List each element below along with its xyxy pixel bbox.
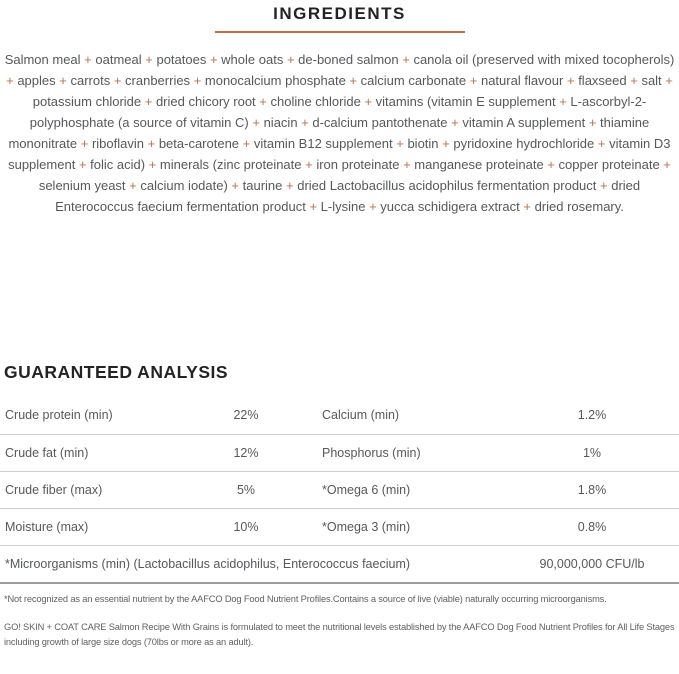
plus-separator: +	[392, 136, 408, 151]
plus-separator: +	[466, 73, 481, 88]
nutrient-label: Phosphorus (min)	[307, 434, 505, 471]
plus-separator: +	[360, 94, 376, 109]
plus-separator: +	[125, 178, 141, 193]
plus-separator: +	[563, 73, 579, 88]
plus-separator: +	[6, 73, 18, 88]
plus-separator: +	[227, 178, 243, 193]
nutrient-label: *Omega 3 (min)	[307, 508, 505, 545]
ingredients-paragraph: Salmon meal + oatmeal + potatoes + whole oats + de-boned salmon + canola oil (preserved with mixed tocopherols) + apples + carrots + cranberries + monocalcium phosphate + calcium carbonate + natural flavour + flaxseed + salt + potassium chloride + dried chicory root + choline chloride + vitamins (vitamin E supplement + L-ascorbyl-2-polyphosphate (a source of vitamin C) + niacin + d-calcium pantothenate + vitamin A supplement + thiamine mononitrate + riboflavin + beta-carotene + vitamin B12 supplement + biotin + pyridoxine hydrochloride + vitamin D3 supplement + folic acid) + minerals (zinc proteinate + iron proteinate + manganese proteinate + copper proteinate + selenium yeast + calcium iodate) + taurine + dried Lactobacillus acidophilus fermentation product + dried Enterococcus faecium fermentation product + L-lysine + yucca schidigera extract + dried rosemary.	[4, 52, 675, 214]
formulation-note: GO! SKIN + COAT CARE Salmon Recipe With Grains is formulated to meet the nutritional levels established by the AAFCO Dog Food Nutrient Profiles for All Life Stages including growth of large size dogs (70lbs or more as an adult).	[4, 622, 675, 647]
plus-separator: +	[398, 52, 414, 67]
plus-separator: +	[543, 157, 559, 172]
nutrient-value: 0.8%	[505, 508, 679, 545]
analysis-table	[0, 397, 679, 584]
microorganisms-value: 90,000,000 CFU/lb	[505, 545, 679, 583]
plus-separator: +	[248, 115, 264, 130]
nutrient-label: Crude protein (min)	[0, 397, 185, 434]
ingredients-title: INGREDIENTS	[273, 4, 406, 23]
guaranteed-analysis-title: GUARANTEED ANALYSIS	[4, 362, 229, 382]
nutrient-label: Crude fat (min)	[0, 434, 185, 471]
plus-separator: +	[282, 178, 298, 193]
plus-separator: +	[519, 199, 535, 214]
plus-separator: +	[661, 73, 673, 88]
plus-separator: +	[141, 52, 157, 67]
plus-separator: +	[190, 73, 205, 88]
nutrient-value: 1.8%	[505, 471, 679, 508]
plus-separator: +	[110, 73, 126, 88]
plus-separator: +	[447, 115, 463, 130]
ingredients-section	[0, 0, 679, 217]
plus-separator: +	[55, 73, 71, 88]
nutrient-label: Crude fiber (max)	[0, 471, 185, 508]
plus-separator: +	[399, 157, 415, 172]
plus-separator: +	[77, 136, 92, 151]
analysis-row	[0, 397, 679, 434]
nutrient-label: Moisture (max)	[0, 508, 185, 545]
microorganisms-label: *Microorganisms (min) (Lactobacillus acidophilus, Enterococcus faecium)	[0, 545, 505, 583]
plus-separator: +	[594, 136, 610, 151]
nutrient-value: 1%	[505, 434, 679, 471]
plus-separator: +	[239, 136, 254, 151]
analysis-row	[0, 434, 679, 471]
plus-separator: +	[626, 73, 642, 88]
plus-separator: +	[206, 52, 222, 67]
nutrient-value: 10%	[185, 508, 307, 545]
plus-separator: +	[143, 136, 159, 151]
plus-separator: +	[145, 157, 160, 172]
plus-separator: +	[305, 199, 321, 214]
plus-separator: +	[345, 73, 361, 88]
analysis-table-body	[0, 397, 679, 545]
nutrient-value: 22%	[185, 397, 307, 434]
nutrient-value: 12%	[185, 434, 307, 471]
plus-separator: +	[255, 94, 271, 109]
plus-separator: +	[596, 178, 612, 193]
plus-separator: +	[585, 115, 601, 130]
ingredients-underline	[215, 31, 465, 33]
analysis-row	[0, 471, 679, 508]
plus-separator: +	[555, 94, 571, 109]
plus-separator: +	[80, 52, 96, 67]
plus-separator: +	[301, 157, 317, 172]
plus-separator: +	[297, 115, 313, 130]
plus-separator: +	[365, 199, 381, 214]
nutrient-value: 5%	[185, 471, 307, 508]
plus-separator: +	[659, 157, 671, 172]
guaranteed-analysis-section	[0, 362, 679, 649]
analysis-row	[0, 508, 679, 545]
nutrient-label: *Omega 6 (min)	[307, 471, 505, 508]
analysis-footnote: *Not recognized as an essential nutrient by the AAFCO Dog Food Nutrient Profiles.Contains a source of live (viable) naturally occurring microorganisms.	[4, 594, 607, 604]
plus-separator: +	[438, 136, 454, 151]
nutrient-value: 1.2%	[505, 397, 679, 434]
plus-separator: +	[141, 94, 156, 109]
plus-separator: +	[75, 157, 91, 172]
microorganisms-row	[0, 545, 679, 583]
nutrient-label: Calcium (min)	[307, 397, 505, 434]
plus-separator: +	[283, 52, 299, 67]
